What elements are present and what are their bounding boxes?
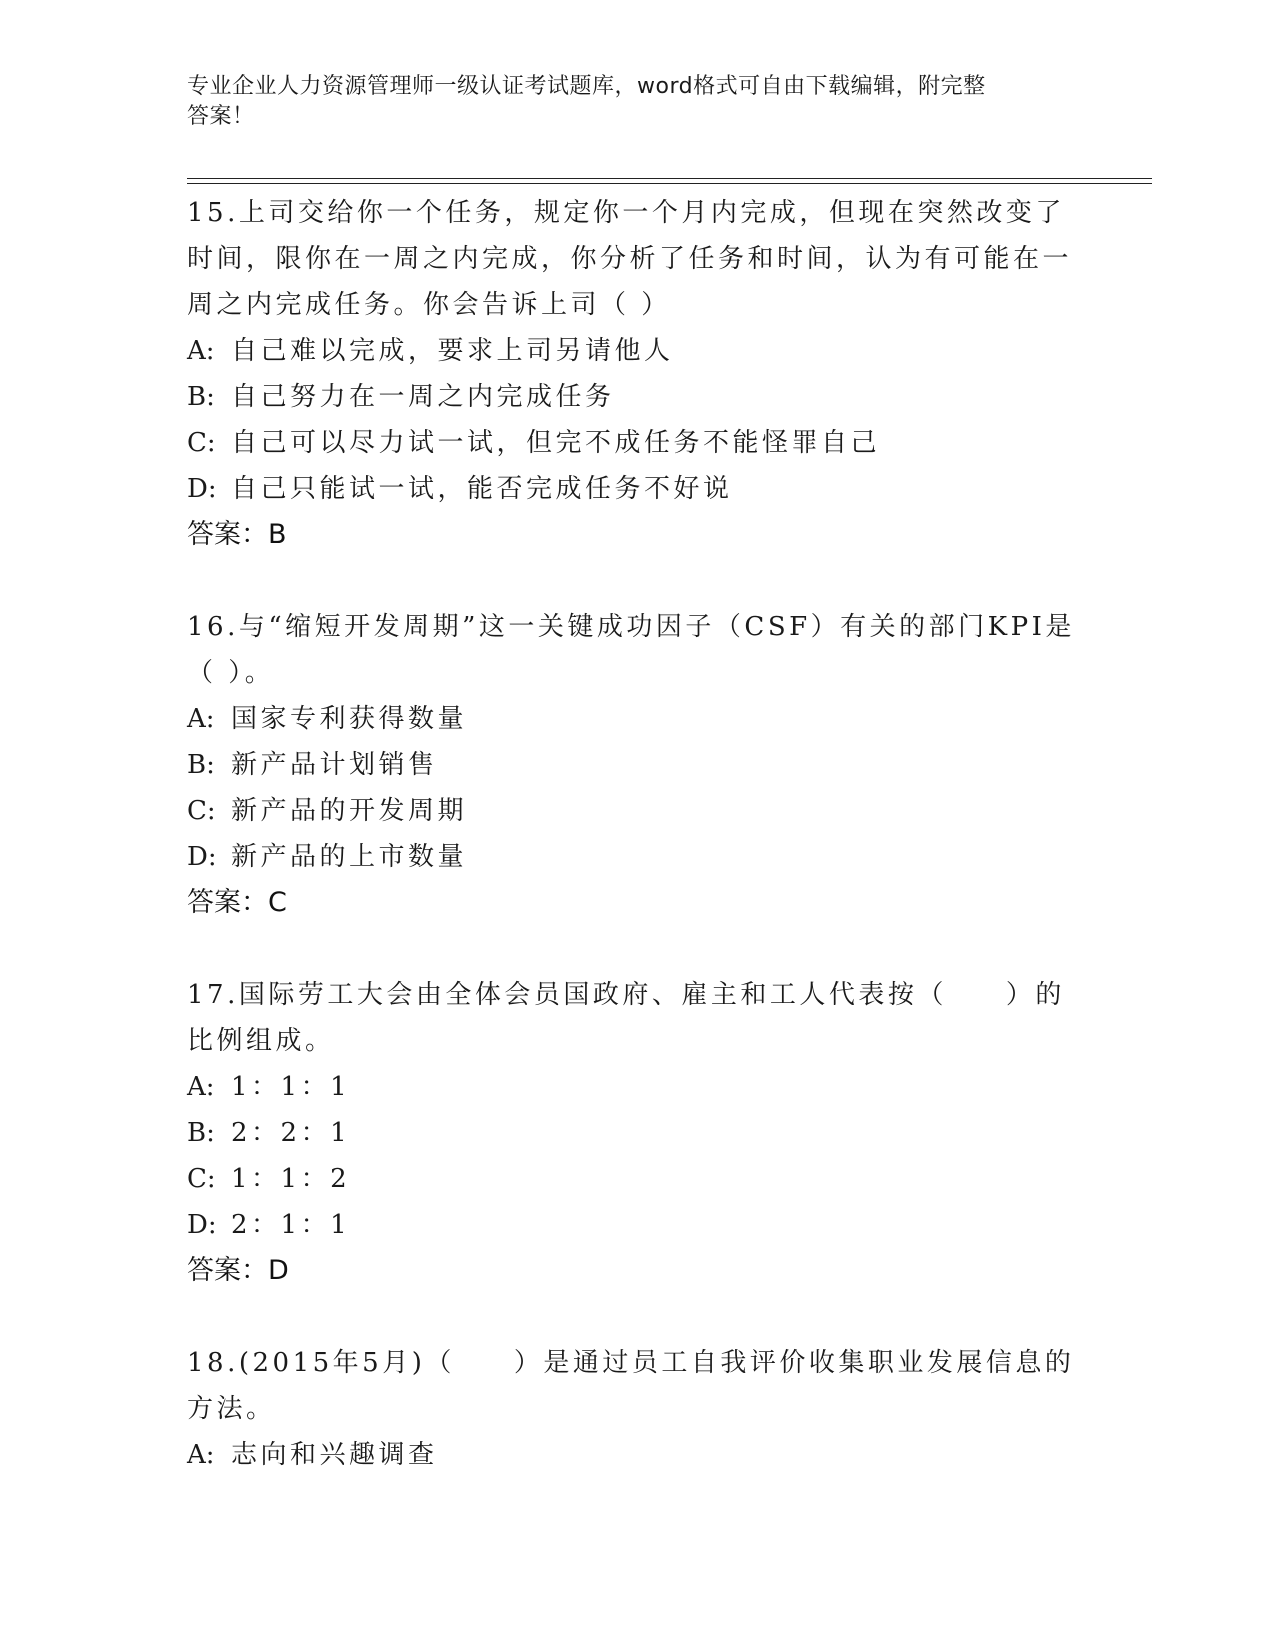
option-d (187, 834, 1087, 880)
question-text: 16.与“缩短开发周期”这一关键成功因子（CSF）有关的部门KPI是（ ）。 (187, 612, 1075, 688)
option-d (187, 466, 1087, 512)
option-text: 2：2：1 (231, 1118, 351, 1148)
document-header (187, 72, 1067, 132)
option-a (187, 328, 1087, 374)
option-text: 新产品的开发周期 (231, 796, 468, 826)
option-text: 自己努力在一周之内完成任务 (231, 382, 615, 412)
option-text: 新产品计划销售 (231, 750, 438, 780)
option-text: 1：1：2 (231, 1164, 351, 1194)
option-label: C: (187, 796, 216, 826)
question-list (187, 190, 1087, 1524)
option-label: C: (187, 428, 216, 458)
header-line-1: 专业企业人力资源管理师一级认证考试题库，word格式可自由下载编辑，附完整 (187, 74, 986, 99)
question-16 (187, 604, 1087, 926)
option-label: D: (187, 842, 217, 872)
option-b (187, 374, 1087, 420)
question-15 (187, 190, 1087, 558)
option-text: 国家专利获得数量 (231, 704, 468, 734)
option-b (187, 1110, 1087, 1156)
option-text: 自己可以尽力试一试，但完不成任务不能怪罪自己 (231, 428, 881, 458)
option-text: 2：1：1 (231, 1210, 351, 1240)
option-text: 志向和兴趣调查 (231, 1440, 438, 1470)
question-18 (187, 1340, 1087, 1478)
question-text: 15.上司交给你一个任务，规定你一个月内完成，但现在突然改变了时间，限你在一周之内完成，你分析了任务和时间，认为有可能在一周之内完成任务。你会告诉上司（ ） (187, 198, 1073, 320)
header-divider-bottom (187, 183, 1152, 184)
option-label: D: (187, 474, 217, 504)
option-label: D: (187, 1210, 217, 1240)
question-17 (187, 972, 1087, 1294)
option-label: A: (187, 1072, 215, 1102)
option-label: B: (187, 1118, 215, 1148)
header-line-2: 答案！ (187, 104, 255, 129)
option-a (187, 1432, 1087, 1478)
answer-text: 答案：B (187, 519, 287, 550)
option-label: C: (187, 1164, 216, 1194)
option-label: A: (187, 1440, 215, 1470)
answer-text: 答案：C (187, 887, 287, 918)
option-a (187, 1064, 1087, 1110)
option-text: 自己难以完成，要求上司另请他人 (231, 336, 674, 366)
option-text: 新产品的上市数量 (231, 842, 468, 872)
option-label: B: (187, 382, 215, 412)
answer-text: 答案：D (187, 1255, 289, 1286)
option-c (187, 788, 1087, 834)
option-text: 1：1：1 (231, 1072, 351, 1102)
option-label: A: (187, 336, 215, 366)
option-label: A: (187, 704, 215, 734)
option-text: 自己只能试一试，能否完成任务不好说 (231, 474, 733, 504)
question-text: 18.(2015年5月)（ ）是通过员工自我评价收集职业发展信息的方法。 (187, 1348, 1075, 1424)
option-a (187, 696, 1087, 742)
option-label: B: (187, 750, 215, 780)
header-divider-top (187, 178, 1152, 179)
option-d (187, 1202, 1087, 1248)
option-c (187, 420, 1087, 466)
question-text: 17.国际劳工大会由全体会员国政府、雇主和工人代表按（ ）的比例组成。 (187, 980, 1065, 1056)
option-b (187, 742, 1087, 788)
option-c (187, 1156, 1087, 1202)
